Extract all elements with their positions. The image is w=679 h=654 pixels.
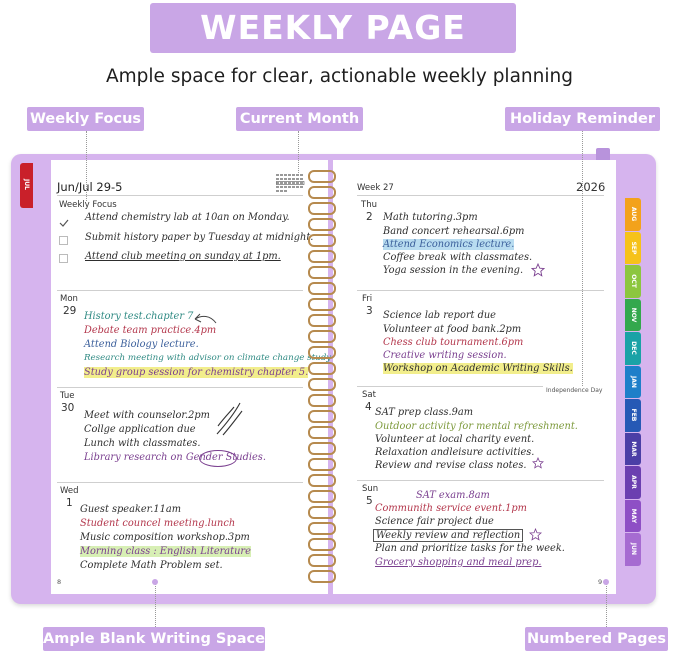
focus-item: Attend chemistry lab at 10an on Monday. xyxy=(85,212,290,223)
sun-entry: SAT exam.8am xyxy=(416,490,490,501)
star-doodle-icon xyxy=(531,262,545,276)
day-number-sat: 4 xyxy=(365,401,372,413)
wed-entry: Student councel meeting.lunch xyxy=(80,518,236,529)
month-tab-apr[interactable] xyxy=(625,466,641,499)
day-label-fri: Fri xyxy=(362,294,373,304)
spiral-ring xyxy=(308,346,336,359)
spiral-ring xyxy=(308,426,336,439)
thu-entry: Yoga session in the evening. xyxy=(383,265,524,276)
spiral-ring xyxy=(308,218,336,231)
spiral-ring xyxy=(308,170,336,183)
tag-holiday-reminder: Holiday Reminder xyxy=(505,107,660,131)
spiral-ring xyxy=(308,298,336,311)
tag-numbered-pages: Numbered Pages xyxy=(525,627,668,651)
date-range: Jun/Jul 29-5 xyxy=(57,180,123,194)
spiral-ring xyxy=(308,202,336,215)
star-doodle-icon xyxy=(532,454,544,466)
sat-entry: SAT prep class.9am xyxy=(375,407,474,418)
month-tab-may[interactable] xyxy=(625,500,641,533)
tue-entry: Lunch with classmates. xyxy=(84,438,201,449)
month-tab-label: APR xyxy=(630,475,637,489)
spiral-ring xyxy=(308,250,336,263)
fri-entry: Creative writing session. xyxy=(383,350,507,361)
day-divider xyxy=(357,386,543,387)
sun-entry: Communith service event.1pm xyxy=(375,503,527,514)
month-tab-label: MAY xyxy=(630,508,637,523)
page-number-left: 8 xyxy=(57,578,62,586)
wed-entry: Morning class : English Literature xyxy=(80,546,251,557)
month-tab-dec[interactable] xyxy=(625,332,641,365)
day-divider xyxy=(357,480,604,481)
month-tab-label: NOV xyxy=(630,307,637,322)
mon-entry: Study group session for chemistry chapter 5. xyxy=(84,367,309,378)
day-divider xyxy=(57,482,303,483)
thu-entry: Coffee break with classmates. xyxy=(383,252,533,263)
tag-weekly-focus: Weekly Focus xyxy=(27,107,144,131)
fri-entry: Workshop on Academic Writing Skills. xyxy=(383,363,573,374)
month-tab-oct[interactable] xyxy=(625,265,641,298)
spiral-ring xyxy=(308,378,336,391)
spiral-ring xyxy=(308,490,336,503)
sat-entry: Outdoor activity for mental refreshment. xyxy=(375,421,578,432)
focus-checkbox[interactable] xyxy=(59,236,68,245)
mon-entry: Debate team practice.4pm xyxy=(84,325,217,336)
focus-item: Submit history paper by Tuesday at midnight. xyxy=(85,232,314,243)
month-tab-label: AUG xyxy=(630,206,637,222)
fri-entry: Science lab report due xyxy=(383,310,496,321)
day-label-sun: Sun xyxy=(362,484,379,494)
month-tab-label: DEC xyxy=(630,341,637,355)
spiral-ring xyxy=(308,538,336,551)
wed-entry: Music composition workshop.3pm xyxy=(80,532,250,543)
tag-writing-space: Ample Blank Writing Space xyxy=(43,627,265,651)
spiral-ring xyxy=(308,314,336,327)
spiral-ring xyxy=(308,282,336,295)
day-number-wed: 1 xyxy=(66,497,73,509)
day-number-tue: 30 xyxy=(61,402,75,414)
thu-entry: Band concert rehearsal.6pm xyxy=(383,226,525,237)
callout-line xyxy=(606,582,607,627)
spiral-ring xyxy=(308,522,336,535)
thu-entry: Math tutoring.3pm xyxy=(383,212,478,223)
circle-doodle xyxy=(199,450,237,467)
week-number: Week 27 xyxy=(357,183,394,193)
sat-entry: Volunteer at local charity event. xyxy=(375,434,535,445)
day-divider xyxy=(57,290,303,291)
spiral-ring xyxy=(308,330,336,343)
spiral-ring xyxy=(308,410,336,423)
day-label-sat: Sat xyxy=(362,390,376,400)
month-tab-jan[interactable] xyxy=(625,366,641,399)
check-icon xyxy=(59,212,69,220)
subtitle: Ample space for clear, actionable weekly planning xyxy=(106,66,573,87)
spiral-ring xyxy=(308,394,336,407)
mini-calendar xyxy=(276,172,306,194)
day-number-mon: 29 xyxy=(63,305,77,317)
tag-current-month: Current Month xyxy=(236,107,363,131)
day-divider xyxy=(357,290,604,291)
spiral-ring xyxy=(308,186,336,199)
fri-entry: Chess club tournament.6pm xyxy=(383,337,524,348)
spiral-ring xyxy=(308,234,336,247)
tue-entry: Collge application due xyxy=(84,424,196,435)
page-number-right: 9 xyxy=(598,578,603,586)
mon-entry: Research meeting with advisor on climate change study xyxy=(84,353,332,363)
header-divider xyxy=(57,195,303,196)
day-number-thu: 2 xyxy=(366,211,373,223)
spiral-ring xyxy=(308,442,336,455)
spiral-ring xyxy=(308,458,336,471)
sun-entry: Science fair project due xyxy=(375,516,494,527)
callout-line xyxy=(155,582,156,627)
day-label-wed: Wed xyxy=(60,486,79,496)
day-number-fri: 3 xyxy=(366,305,373,317)
day-label-tue: Tue xyxy=(60,391,75,401)
callout-line xyxy=(298,131,299,173)
fri-entry: Volunteer at food bank.2pm xyxy=(383,324,522,335)
spiral-ring xyxy=(308,362,336,375)
callout-line xyxy=(86,131,87,201)
callout-line xyxy=(582,131,583,386)
callout-dot xyxy=(603,579,609,585)
holiday-reminder-text: Independence Day xyxy=(546,387,603,394)
mon-entry: Attend Biology lecture. xyxy=(84,339,199,350)
tue-entry: Library research on Gender Studies. xyxy=(84,452,266,463)
spiral-ring xyxy=(308,506,336,519)
month-tab-label: OCT xyxy=(630,274,637,288)
day-divider xyxy=(57,387,303,388)
tue-entry: Meet with counselor.2pm xyxy=(84,410,210,421)
header-divider xyxy=(357,195,604,196)
day-label-thu: Thu xyxy=(361,200,377,210)
day-number-sun: 5 xyxy=(366,495,373,507)
page-banner-title: WEEKLY PAGE xyxy=(150,3,516,53)
month-tab-mar[interactable] xyxy=(625,433,641,466)
month-tab-label: SEP xyxy=(630,241,637,254)
spiral-ring xyxy=(308,266,336,279)
year: 2026 xyxy=(576,180,606,194)
month-tab-jun[interactable] xyxy=(625,533,641,566)
month-tab-nov[interactable] xyxy=(625,299,641,332)
callout-dot xyxy=(152,579,158,585)
sun-entry: Plan and prioritize tasks for the week. xyxy=(375,543,565,554)
mon-entry: History test.chapter 7 xyxy=(84,311,194,322)
month-tab-label: JUN xyxy=(630,542,637,556)
sat-entry: Relaxation andleisure activities. xyxy=(375,447,535,458)
wed-entry: Guest speaker.11am xyxy=(80,504,182,515)
spiral-ring xyxy=(308,474,336,487)
month-tab-sep[interactable] xyxy=(625,232,641,265)
spiral-ring xyxy=(308,570,336,583)
sun-entry: Weekly review and reflection xyxy=(373,529,523,542)
sparkle-doodle-icon xyxy=(214,400,244,438)
month-tab-aug[interactable] xyxy=(625,198,641,231)
sat-entry: Review and revise class notes. xyxy=(375,460,527,471)
weekly-focus-label: Weekly Focus xyxy=(59,200,117,210)
month-tab-label: MAR xyxy=(630,440,637,457)
month-tab-label: FEB xyxy=(630,408,637,422)
month-tab-label: JAN xyxy=(630,375,637,388)
spiral-ring xyxy=(308,554,336,567)
focus-checkbox[interactable] xyxy=(59,254,68,263)
month-tab-jul[interactable]: JUL xyxy=(20,163,33,208)
focus-item: Attend club meeting on sunday at 1pm. xyxy=(85,251,281,262)
thu-entry: Attend Economics lecture. xyxy=(383,239,515,250)
month-tab-feb[interactable] xyxy=(625,399,641,432)
sun-entry: Grocery shopping and meal prep. xyxy=(375,557,542,568)
wed-entry: Complete Math Problem set. xyxy=(80,560,223,571)
day-label-mon: Mon xyxy=(60,294,78,304)
star-doodle-icon xyxy=(529,526,542,539)
